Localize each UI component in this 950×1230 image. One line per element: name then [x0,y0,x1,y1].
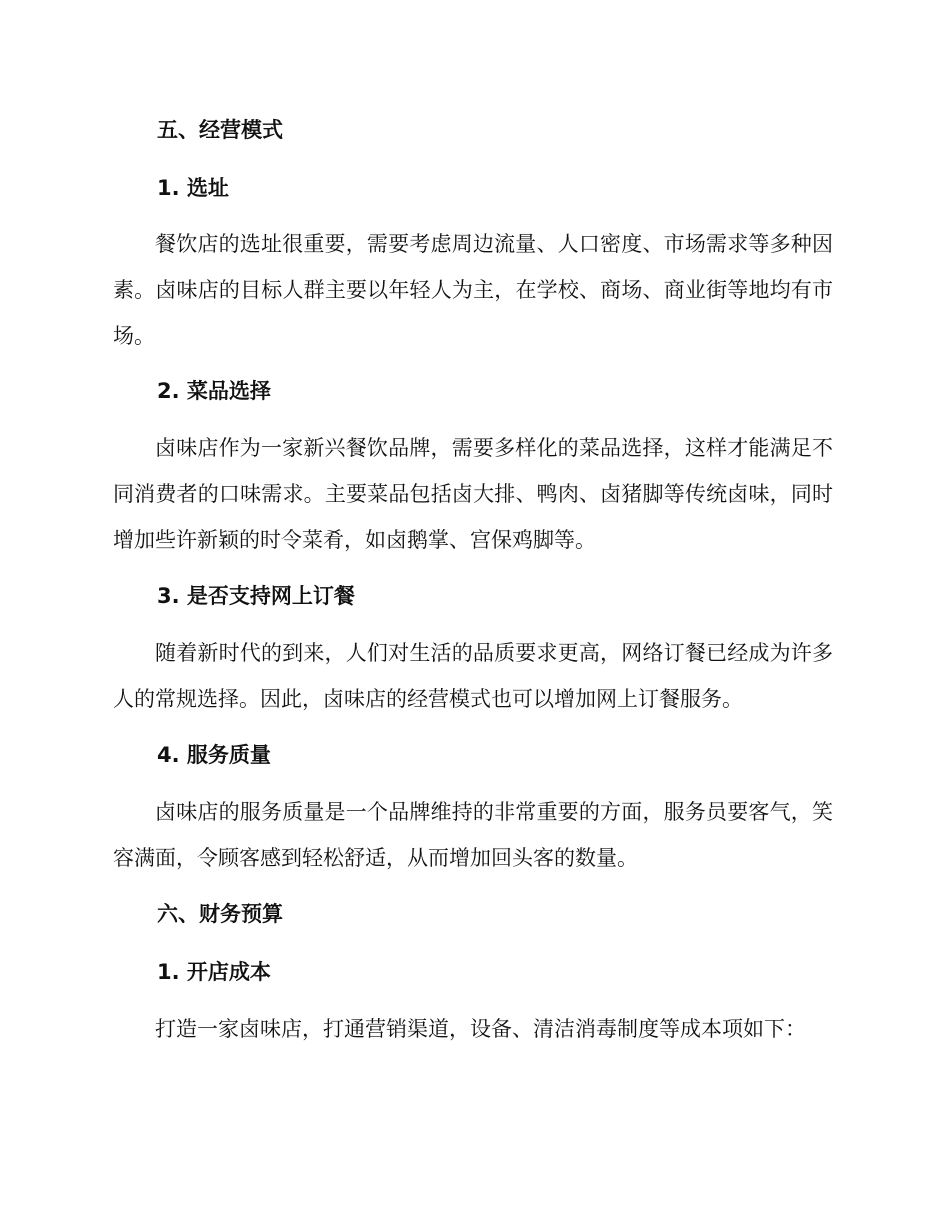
section-heading: 五、经营模式 [157,118,283,142]
paragraph: 打造一家卤味店，打通营销渠道，设备、清洁消毒制度等成本项如下： [155,1017,806,1041]
subsection-heading: 1. 开店成本 [157,960,271,984]
paragraph: 卤味店的服务质量是一个品牌维持的非常重要的方面，服务员要客气，笑容满面，令顾客感到轻松舒适，从而增加回头客的数量。 [113,800,833,870]
paragraph: 卤味店作为一家新兴餐饮品牌，需要多样化的菜品选择，这样才能满足不同消费者的口味需求。主要菜品包括卤大排、鸭肉、卤猪脚等传统卤味，同时增加些许新颖的时令菜肴，如卤鹅掌、宫保鸡脚等。 [113,436,833,552]
subsection-heading: 1. 选址 [157,176,229,200]
paragraph: 餐饮店的选址很重要，需要考虑周边流量、人口密度、市场需求等多种因素。卤味店的目标人群主要以年轻人为主，在学校、商场、商业街等地均有市场。 [113,232,833,348]
section-heading: 六、财务预算 [157,902,283,926]
subsection-heading: 3. 是否支持网上订餐 [157,584,355,608]
paragraph: 随着新时代的到来，人们对生活的品质要求更高，网络订餐已经成为许多人的常规选择。因此，卤味店的经营模式也可以增加网上订餐服务。 [113,641,833,711]
subsection-heading: 4. 服务质量 [157,743,271,767]
subsection-heading: 2. 菜品选择 [157,379,271,403]
